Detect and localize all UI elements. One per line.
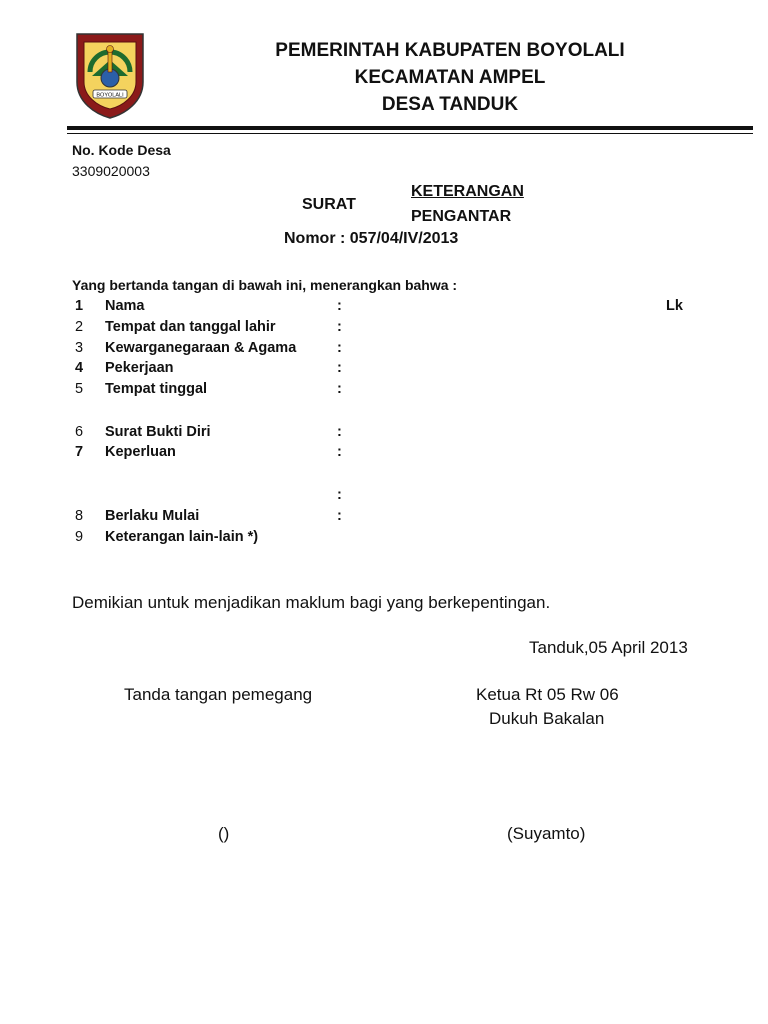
signature-right-name: (Suyamto) bbox=[507, 824, 586, 843]
kode-desa-value: 3309020003 bbox=[72, 163, 150, 179]
item-colon: : bbox=[337, 487, 342, 503]
header-divider-thin bbox=[67, 133, 753, 134]
intro-text: Yang bertanda tangan di bawah ini, menerangkan bahwa : bbox=[72, 277, 458, 293]
item-label: Pekerjaan bbox=[105, 360, 174, 376]
item-label: Keterangan lain-lain *) bbox=[105, 529, 259, 545]
item-colon: : bbox=[337, 319, 342, 335]
item-number: 7 bbox=[75, 444, 84, 460]
item-number: 9 bbox=[75, 529, 84, 545]
item-colon: : bbox=[337, 360, 342, 376]
header-line-2: KECAMATAN AMPEL bbox=[354, 67, 546, 88]
item-label: Keperluan bbox=[105, 444, 176, 460]
boyolali-crest-icon bbox=[75, 32, 145, 120]
item-label: Berlaku Mulai bbox=[105, 508, 200, 524]
signature-right-subtitle: Dukuh Bakalan bbox=[489, 709, 605, 728]
item-colon: : bbox=[337, 381, 342, 397]
header-line-1: PEMERINTAH KABUPATEN BOYOLALI bbox=[275, 40, 625, 61]
item-label: Tempat tinggal bbox=[105, 381, 208, 397]
kode-desa-label: No. Kode Desa bbox=[72, 142, 171, 158]
item-label: Surat Bukti Diri bbox=[105, 424, 211, 440]
header-divider-thick bbox=[67, 126, 753, 130]
item-colon: : bbox=[337, 444, 342, 460]
gender-value: Lk bbox=[666, 298, 683, 314]
signature-left-title: Tanda tangan pemegang bbox=[124, 685, 313, 704]
item-number: 1 bbox=[75, 298, 84, 314]
item-colon: : bbox=[337, 508, 342, 524]
logo-text: BOYOLALI bbox=[96, 92, 124, 99]
item-colon: : bbox=[337, 424, 342, 440]
item-label: Nama bbox=[105, 298, 145, 314]
signature-right-title: Ketua Rt 05 Rw 06 bbox=[476, 685, 619, 704]
signature-left-name: () bbox=[218, 824, 230, 843]
title-keterangan: KETERANGAN bbox=[411, 183, 524, 200]
item-colon: : bbox=[337, 298, 342, 314]
item-number: 3 bbox=[75, 340, 84, 356]
closing-statement: Demikian untuk menjadikan maklum bagi yang berkepentingan. bbox=[72, 593, 551, 612]
item-number: 2 bbox=[75, 319, 84, 335]
header-line-3: DESA TANDUK bbox=[381, 94, 519, 115]
place-date: Tanduk,05 April 2013 bbox=[529, 638, 688, 657]
item-colon: : bbox=[337, 340, 342, 356]
item-number: 6 bbox=[75, 424, 84, 440]
title-pengantar: PENGANTAR bbox=[411, 208, 512, 225]
item-label: Tempat dan tanggal lahir bbox=[105, 319, 276, 335]
document-number: Nomor : 057/04/IV/2013 bbox=[284, 230, 459, 247]
item-label: Kewarganegaraan & Agama bbox=[105, 340, 297, 356]
title-surat: SURAT bbox=[302, 196, 356, 213]
item-number: 8 bbox=[75, 508, 84, 524]
item-number: 5 bbox=[75, 381, 84, 397]
item-number: 4 bbox=[75, 360, 84, 376]
